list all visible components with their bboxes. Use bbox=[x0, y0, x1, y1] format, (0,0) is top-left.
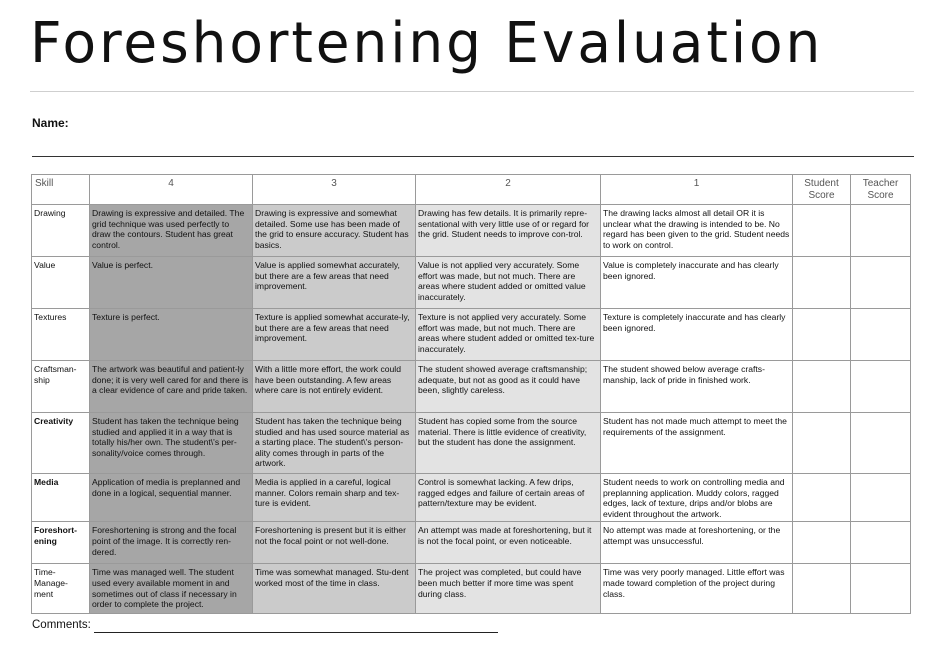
skill-name: Foreshort-ening bbox=[32, 522, 90, 564]
criteria-cell-3: Media is applied in a careful, logical manner. Colors remain sharp and tex-ture is evident. bbox=[253, 474, 416, 522]
student-score-cell[interactable] bbox=[793, 474, 851, 522]
page-title: Foreshortening Evaluation bbox=[30, 11, 824, 76]
student-score-cell[interactable] bbox=[793, 522, 851, 564]
criteria-cell-3: Student has taken the technique being studied and has used source material as a starting place. The student\'s person-ality comes through in parts of the artwork. bbox=[253, 413, 416, 474]
criteria-cell-2: An attempt was made at foreshortening, but it is not the focal point, or even noticeable. bbox=[416, 522, 601, 564]
student-score-cell[interactable] bbox=[793, 257, 851, 309]
header-score-1: 1 bbox=[601, 175, 793, 205]
header-student-score: Student Score bbox=[793, 175, 851, 205]
table-row bbox=[32, 309, 911, 361]
teacher-score-cell[interactable] bbox=[851, 413, 911, 474]
criteria-cell-1: Student needs to work on controlling media and preplanning application. Muddy colors, ragged edges, lack of texture, drips and/or blobs are evident throughout the artwork. bbox=[601, 474, 793, 522]
criteria-cell-1: The student showed below average crafts-manship, lack of pride in finished work. bbox=[601, 361, 793, 413]
skill-name: Creativity bbox=[32, 413, 90, 474]
criteria-cell-3: Value is applied somewhat accurately, but there are a few areas that need improvement. bbox=[253, 257, 416, 309]
teacher-score-cell[interactable] bbox=[851, 257, 911, 309]
comments-field-line[interactable] bbox=[94, 632, 498, 633]
skill-name: Craftsman-ship bbox=[32, 361, 90, 413]
student-score-cell[interactable] bbox=[793, 413, 851, 474]
criteria-cell-3: Texture is applied somewhat accurate-ly, but there are a few areas that need improvement. bbox=[253, 309, 416, 361]
skill-name: Textures bbox=[32, 309, 90, 361]
rubric-table bbox=[31, 174, 911, 614]
criteria-cell-1: No attempt was made at foreshortening, or the attempt was unsuccessful. bbox=[601, 522, 793, 564]
table-row bbox=[32, 474, 911, 522]
criteria-cell-2: Texture is not applied very accurately. Some effort was made, but not much. There are areas where student added or omitted tex-ture inaccurately. bbox=[416, 309, 601, 361]
table-row bbox=[32, 413, 911, 474]
criteria-cell-4: Drawing is expressive and detailed. The grid technique was used perfectly to draw the contours. Student has great control. bbox=[90, 205, 253, 257]
header-teacher-score: Teacher Score bbox=[851, 175, 911, 205]
criteria-cell-3: With a little more effort, the work could have been outstanding. A few areas where care is not entirely evident. bbox=[253, 361, 416, 413]
skill-name: Drawing bbox=[32, 205, 90, 257]
table-row bbox=[32, 522, 911, 564]
teacher-score-cell[interactable] bbox=[851, 522, 911, 564]
criteria-cell-4: Texture is perfect. bbox=[90, 309, 253, 361]
criteria-cell-2: Control is somewhat lacking. A few drips, ragged edges and failure of certain areas of pattern/texture may be evident. bbox=[416, 474, 601, 522]
header-skill: Skill bbox=[32, 175, 90, 205]
criteria-cell-4: Foreshortening is strong and the focal point of the image. It is correctly ren-dered. bbox=[90, 522, 253, 564]
criteria-cell-2: The project was completed, but could have been much better if more time was spent during class. bbox=[416, 564, 601, 614]
criteria-cell-1: Texture is completely inaccurate and has clearly been ignored. bbox=[601, 309, 793, 361]
teacher-score-cell[interactable] bbox=[851, 205, 911, 257]
criteria-cell-1: The drawing lacks almost all detail OR it is unclear what the drawing is intended to be. No regard has been given to the grid. Student needs to work on control. bbox=[601, 205, 793, 257]
student-score-cell[interactable] bbox=[793, 309, 851, 361]
criteria-cell-2: Drawing has few details. It is primarily repre-sentational with very little use of or regard for the grid. Student needs to improve con-trol. bbox=[416, 205, 601, 257]
title-divider bbox=[30, 91, 914, 92]
student-score-cell[interactable] bbox=[793, 205, 851, 257]
criteria-cell-4: Student has taken the technique being studied and applied it in a way that is totally his/her own. The student\'s per-sonality/voice comes through. bbox=[90, 413, 253, 474]
skill-name: Value bbox=[32, 257, 90, 309]
table-row bbox=[32, 564, 911, 614]
criteria-cell-4: The artwork was beautiful and patient-ly done; it is very well cared for and there is a clear evidence of care and pride taken. bbox=[90, 361, 253, 413]
criteria-cell-3: Drawing is expressive and somewhat detailed. Some use has been made of the grid to ensure accuracy. Student has basics. bbox=[253, 205, 416, 257]
student-score-cell[interactable] bbox=[793, 564, 851, 614]
header-score-3: 3 bbox=[253, 175, 416, 205]
teacher-score-cell[interactable] bbox=[851, 361, 911, 413]
skill-name: Time-Manage-ment bbox=[32, 564, 90, 614]
teacher-score-cell[interactable] bbox=[851, 564, 911, 614]
criteria-cell-4: Value is perfect. bbox=[90, 257, 253, 309]
teacher-score-cell[interactable] bbox=[851, 309, 911, 361]
criteria-cell-1: Value is completely inaccurate and has clearly been ignored. bbox=[601, 257, 793, 309]
name-label: Name: bbox=[32, 116, 69, 130]
criteria-cell-2: The student showed average craftsmanship; adequate, but not as good as it could have been, slightly careless. bbox=[416, 361, 601, 413]
table-row bbox=[32, 205, 911, 257]
skill-name: Media bbox=[32, 474, 90, 522]
header-score-4: 4 bbox=[90, 175, 253, 205]
criteria-cell-1: Student has not made much attempt to meet the requirements of the assignment. bbox=[601, 413, 793, 474]
comments-label: Comments: bbox=[32, 619, 91, 631]
student-score-cell[interactable] bbox=[793, 361, 851, 413]
header-row bbox=[32, 175, 911, 205]
criteria-cell-2: Student has copied some from the source material. There is little evidence of creativity, but the student has done the assignment. bbox=[416, 413, 601, 474]
table-row bbox=[32, 257, 911, 309]
criteria-cell-4: Time was managed well. The student used every available moment in and sometimes out of class if necessary in order to complete the project. bbox=[90, 564, 253, 614]
name-field-line[interactable] bbox=[32, 156, 914, 157]
criteria-cell-1: Time was very poorly managed. Little effort was made toward completion of the project during class. bbox=[601, 564, 793, 614]
header-score-2: 2 bbox=[416, 175, 601, 205]
criteria-cell-2: Value is not applied very accurately. Some effort was made, but not much. There are areas where student added or omitted value inaccurately. bbox=[416, 257, 601, 309]
criteria-cell-3: Time was somewhat managed. Stu-dent worked most of the time in class. bbox=[253, 564, 416, 614]
criteria-cell-4: Application of media is preplanned and done in a logical, sequential manner. bbox=[90, 474, 253, 522]
table-row bbox=[32, 361, 911, 413]
criteria-cell-3: Foreshortening is present but it is either not the focal point or not well-done. bbox=[253, 522, 416, 564]
teacher-score-cell[interactable] bbox=[851, 474, 911, 522]
